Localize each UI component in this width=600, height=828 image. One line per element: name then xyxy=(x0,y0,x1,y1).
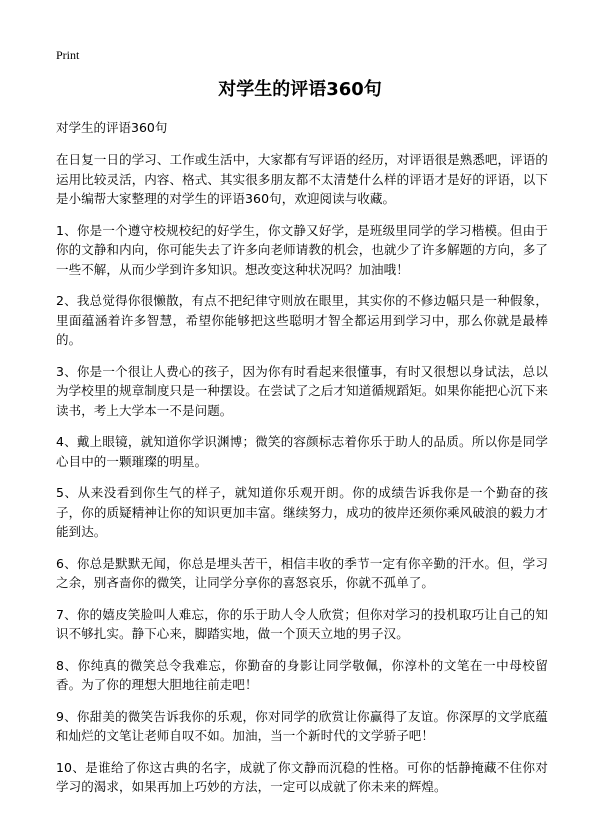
comment-paragraph: 2、我总觉得你很懒散，有点不把纪律守则放在眼里，其实你的不修边幅只是一种假象，里面蕴涵着许多智慧，希望你能够把这些聪明才智全都运用到学习中，那么你就是最棒的。 xyxy=(56,293,548,347)
document-body xyxy=(56,150,548,809)
comment-paragraph: 10、是谁给了你这古典的名字，成就了你文静而沉稳的性格。可你的恬静掩藏不住你对学习的渴求，如果再加上巧妙的方法，一定可以成就了你未来的辉煌。 xyxy=(56,759,548,794)
comment-paragraph: 4、戴上眼镜，就知道你学识渊博；微笑的容颜标志着你乐于助人的品质。所以你是同学心目中的一颗璀璨的明星。 xyxy=(56,434,548,469)
comment-paragraph: 8、你纯真的微笑总令我难忘，你勤奋的身影让同学敬佩，你淳朴的文笔在一中母校留香。为了你的理想大胆地往前走吧！ xyxy=(56,657,548,692)
intro-paragraph: 在日复一日的学习、工作或生活中，大家都有写评语的经历，对评语很是熟悉吧，评语的运用比较灵活，内容、格式、其实很多朋友都不太清楚什么样的评语才是好的评语，以下是小编帮大家整理的对学生的评语360句，欢迎阅读与收藏。 xyxy=(56,152,548,206)
print-label: Print xyxy=(56,48,80,62)
comment-paragraph: 3、你是一个很让人费心的孩子，因为你有时看起来很懂事，有时又很想以身试法，总以为学校里的规章制度只是一种摆设。在尝试了之后才知道循规蹈矩。如果你能把心沉下来读书，考上大学本一不是问题。 xyxy=(56,363,548,418)
comment-paragraph: 7、你的嬉皮笑脸叫人难忘，你的乐于助人令人欣赏；但你对学习的投机取巧让自己的知识不够扎实。静下心来，脚踏实地，做一个顶天立地的男子汉。 xyxy=(56,606,548,641)
document-subtitle: 对学生的评语360句 xyxy=(56,120,168,135)
comment-paragraph: 6、你总是默默无闻，你总是埋头苦干，相信丰收的季节一定有你辛勤的汗水。但，学习之余，别吝啬你的微笑，让同学分享你的喜怒哀乐，你就不孤单了。 xyxy=(56,555,548,590)
document-title: 对学生的评语360句 xyxy=(218,79,382,100)
comment-paragraph: 9、你甜美的微笑告诉我你的乐观，你对同学的欣赏让你赢得了友谊。你深厚的文学底蕴和灿烂的文笔让老师自叹不如。加油，当一个新时代的文学骄子吧！ xyxy=(56,708,548,743)
comment-paragraph: 1、你是一个遵守校规校纪的好学生，你文静又好学，是班级里同学的学习楷模。但由于你的文静和内向，你可能失去了许多向老师请教的机会，也就少了许多解题的方向，多了一些不解，从而少学到许多知识。想改变这种状况吗？加油哦！ xyxy=(56,222,548,277)
comment-paragraph: 5、从来没看到你生气的样子，就知道你乐观开朗。你的成绩告诉我你是一个勤奋的孩子，你的质疑精神让你的知识更加丰富。继续努力，成功的彼岸还须你乘风破浪的毅力才能到达。 xyxy=(56,485,548,539)
